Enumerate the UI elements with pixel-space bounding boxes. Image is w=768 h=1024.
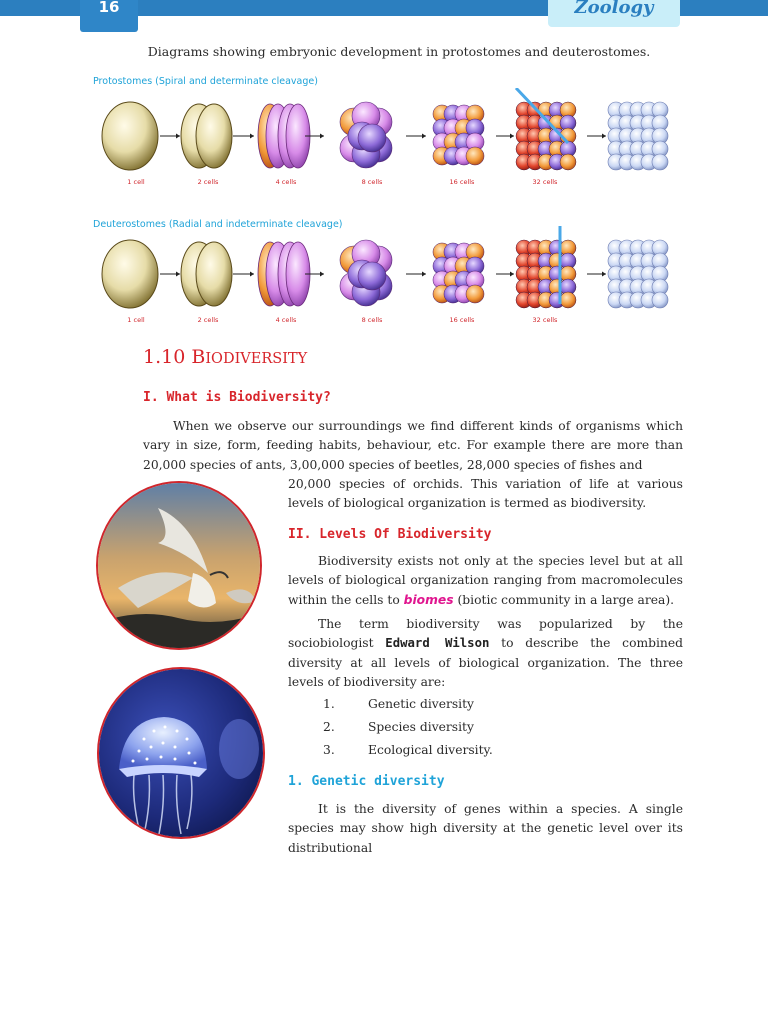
stage-label: 32 cells: [532, 316, 558, 324]
stage-label: 1 cell: [127, 178, 145, 186]
stage-label: 16 cells: [449, 316, 475, 324]
egret-image: [98, 483, 260, 648]
section-number: 1.10: [143, 346, 186, 368]
list-item: [323, 743, 493, 766]
stage-label: 1 cell: [127, 316, 145, 324]
stage-label: 2 cells: [197, 178, 219, 186]
protostomes-diagram: [100, 88, 680, 188]
paragraph-levels: [288, 552, 683, 610]
heading-levels-of-biodiversity: II. Levels Of Biodiversity: [288, 527, 492, 542]
stage-label: 4 cells: [275, 316, 297, 324]
stage-label: 4 cells: [275, 178, 297, 186]
stage-label: 8 cells: [361, 178, 383, 186]
deuterostomes-diagram: [100, 226, 680, 326]
list-label: Genetic diversity: [368, 697, 475, 711]
heading-what-is-biodiversity: I. What is Biodiversity?: [143, 390, 331, 405]
term-biomes: biomes: [403, 592, 454, 607]
list-number: 1.: [323, 697, 335, 711]
page-number: 16: [80, 0, 138, 32]
heading-genetic-diversity: 1. Genetic diversity: [288, 774, 445, 789]
biodiversity-levels-list: [323, 697, 493, 766]
deuterostomes-cleavage-illustration: [100, 226, 680, 326]
stage-label: 16 cells: [449, 178, 475, 186]
paragraph-wilson: [288, 615, 683, 693]
subject-title: Zoology: [548, 0, 680, 27]
list-number: 2.: [323, 720, 335, 734]
list-number: 3.: [323, 743, 335, 757]
list-label: Ecological diversity.: [368, 743, 493, 757]
figure-caption: Diagrams showing embryonic development in protostomes and deuterostomes.: [147, 44, 651, 59]
levels-text-b: (biotic community in a large area).: [453, 592, 675, 607]
levels-text-a: Biodiversity exists not only at the species level but at all levels of biological organization ranging from macromolecules within the cells to: [288, 554, 683, 607]
section-title-rest: IODIVERSITY: [205, 351, 308, 367]
stage-label: 8 cells: [361, 316, 383, 324]
deuterostomes-title: Deuterostomes (Radial and indeterminate cleavage): [93, 219, 343, 230]
wilson-text-a: The term biodiversity was popularized by the sociobiologist: [288, 617, 683, 651]
list-item: [323, 697, 493, 720]
egret-photo: [96, 481, 262, 650]
term-edward-wilson: Edward Wilson: [385, 636, 490, 651]
jellyfish-image: [99, 669, 263, 837]
section-title-initial: B: [191, 346, 206, 368]
list-item: [323, 720, 493, 743]
paragraph-genetic-diversity: It is the diversity of genes within a species. A single species may show high diversity at the genetic level over its distributional: [288, 802, 683, 855]
paragraph-what-is-biodiversity: When we observe our surroundings we find different kinds of organisms which vary in size, form, feeding habits, behaviour, etc. For example there are more than 20,000 species of ants, 3,00,000 species of beetles, 28,000 species of fishes and: [143, 419, 683, 472]
section-title: [143, 346, 307, 368]
wilson-text-b: to describe the combined diversity at all levels of biological organization. The three levels of biodiversity are:: [288, 636, 684, 690]
stage-label: 2 cells: [197, 316, 219, 324]
jellyfish-photo: [97, 667, 265, 839]
protostomes-cleavage-illustration: [100, 88, 680, 188]
list-label: Species diversity: [368, 720, 474, 734]
stage-label: 32 cells: [532, 178, 558, 186]
paragraph-what-is-biodiversity-cont: 20,000 species of orchids. This variation of life at various levels of biological organization is termed as biodiversity.: [288, 477, 683, 511]
protostomes-title: Protostomes (Spiral and determinate cleavage): [93, 76, 318, 87]
